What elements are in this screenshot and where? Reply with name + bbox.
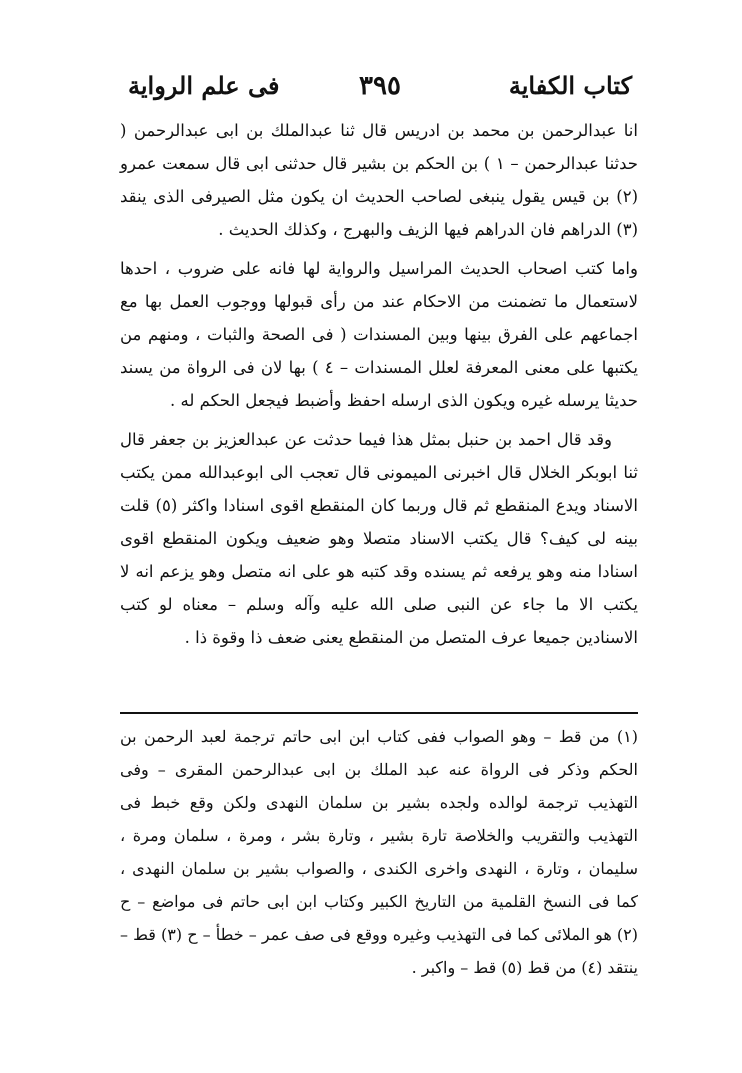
running-head: [128, 68, 632, 108]
footnote-block: (١) من قط – وهو الصواب ففى كتاب ابن ابى حاتم ترجمة لعبد الرحمن بن الحكم وذكر فى الرواة عنه عبد الملك بن ابى عبدالرحمن المقرى – وفى التهذيب ترجمة لوالده ولجده بشير بن سلمان النهدى ولكن وقع خبط فى التهذيب والتقريب والخلاصة تارة بشير ، وتارة بشر ، ومرة ، سلمان ومرة ، سليمان ، وتارة ، النهدى واخرى الكندى ، والصواب بشير بن سلمان النهدى ، كما فى النسخ القلمية من التاريخ الكبير وكتاب ابن ابى حاتم فى مواضع – ح (٢) هو الملائى كما فى التهذيب وغيره ووقع فى صف عمر – خطأ – ح (٣) قط – ينتقد (٤) من قط (٥) قط – واكبر .: [120, 727, 639, 977]
paragraph-marasil: واما كتب اصحاب الحديث المراسيل والرواية لها فانه على ضروب ، احدها لاستعمال ما تضمنت من الاحكام عند من رأى قبولها ووجوب العمل بها مع اجماعهم على الفرق بينها وبين المسندات ( فى الصحة والثبات ، ومنهم من يكتبها على معنى المعرفة لعلل المسندات – ٤ ) بها لان فى الرواة من يسند حديثا يرسله غيره ويكون الذى ارسله احفظ وأضبط فيجعل الحكم له .: [120, 259, 638, 410]
footnote-separator: [120, 712, 638, 714]
main-text: [120, 114, 638, 660]
paragraph-ahmad: وقد قال احمد بن حنبل بمثل هذا فيما حدثت عن عبدالعزيز بن جعفر قال ثنا ابوبكر الخلال قال اخبرنى الميمونى قال تعجب الى ابوعبدالله ممن يكتب الاسناد ويدع المنقطع ثم قال وربما كان المنقطع اقوى اسنادا واكثر (٥) قلت بينه لى كيف؟ قال يكتب الاسناد متصلا وهو ضعيف ويكون المنقطع اقوى اسنادا منه وهو يرفعه ثم يسنده وقد كتبه هو على انه متصل وهو يزعم انه لا يكتب الا ما جاء عن النبى صلى الله عليه وآله وسلم – معناه لو كتب الاسنادين جميعا عرف المتصل من المنقطع يعنى ضعف ذا وقوة ذا .: [120, 430, 638, 647]
book-subtitle: فى علم الرواية: [128, 71, 280, 100]
book-title: كتاب الكفاية: [508, 71, 632, 100]
paragraph-isnad: انا عبدالرحمن بن محمد بن ادريس قال ثنا عبدالملك بن ابى عبدالرحمن ( حدثنا عبدالرحمن – ١ ) بن الحكم بن بشير قال حدثنى ابى قال سمعت عمرو (٢) بن قيس يقول ينبغى لصاحب الحديث ان يكون مثل الصيرفى الذى ينقد (٣) الدراهم فان الدراهم فيها الزيف والبهرج ، وكذلك الحديث .: [120, 121, 638, 239]
page-number: ٣٩٥: [359, 71, 401, 101]
footnotes: [120, 720, 638, 984]
